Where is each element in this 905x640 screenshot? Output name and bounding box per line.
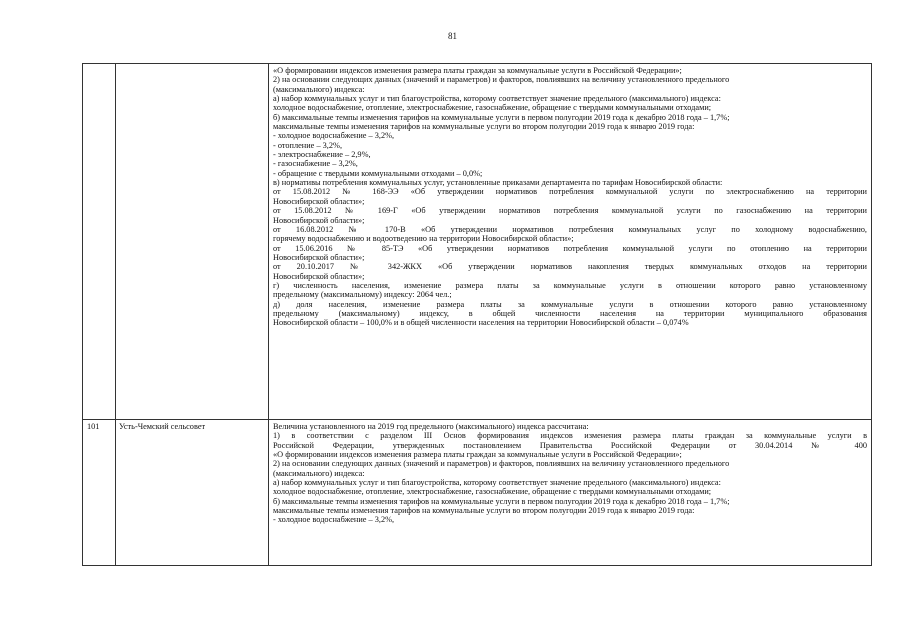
municipality-name-cell: Усть-Чемский сельсовет [116,420,269,566]
text-line: Новосибирской области»; [273,271,365,281]
text-line: предельному (максимальному) индексу, в общей численности населения на территории муниципального образования [273,308,867,318]
text-line: Новосибирской области – 100,0% и в общей численности населения на территории Новосибирской области – 0,074% [273,318,689,328]
text-line: холодное водоснабжение, отопление, электроснабжение, газоснабжение, обращение с твердыми коммунальными отходами; [273,487,712,497]
text-line: Российской Федерации, утвержденных постановлением Правительства Российской Федерации от 30.04.2014 № 400 [273,440,867,450]
text-line: б) максимальные темпы изменения тарифов на коммунальные услуги в первом полугодии 2019 года к декабрю 2018 года – 1,7%; [273,112,730,122]
text-line: холодное водоснабжение, отопление, электроснабжение, газоснабжение, обращение с твердыми коммунальными отходами; [273,103,712,113]
text-line: - отопление – 3,2%, [273,140,343,150]
text-line: - газоснабжение – 3,2%, [273,159,358,169]
text-line: предельному (максимальному) индексу: 2064 чел.; [273,290,452,300]
municipality-name-cell [116,64,269,420]
table-row [83,420,872,566]
text-line: горячему водоснабжению и водоотведению на территории Новосибирской области»; [273,234,574,244]
text-line: 2) на основании следующих данных (значений и параметров) и факторов, повлиявших на величину установленного предельного [273,75,730,85]
text-line: «О формировании индексов изменения размера платы граждан за коммунальные услуги в Российской Федерации»; [273,66,682,75]
description-cell [269,64,872,420]
text-line: а) набор коммунальных услуг и тип благоустройства, которому соответствует значение предельного (максимального) индекса: [273,94,721,104]
text-line: (максимального) индекса: [273,84,365,94]
text-line: от 15.08.2012 № 169-Г «Об утверждении нормативов потребления коммунальной услуги по газоснабжению на территории [273,206,867,216]
text-line: 1) в соответствии с разделом III Основ формирования индексов изменения размера платы граждан за коммунальные услуги в [273,431,867,441]
text-line: а) набор коммунальных услуг и тип благоустройства, которому соответствует значение предельного (максимального) индекса: [273,478,721,488]
text-line: Новосибирской области»; [273,215,365,225]
document-table [82,63,872,566]
table-row [83,64,872,420]
text-line: «О формировании индексов изменения размера платы граждан за коммунальные услуги в Российской Федерации»; [273,450,682,460]
text-line: от 16.08.2012 № 170-В «Об утверждении нормативов потребления коммунальных услуг по холодному водоснабжению, [273,224,867,234]
text-line: - холодное водоснабжение – 3,2%, [273,515,395,525]
row-number-cell: 101 [83,420,116,566]
text-line: - холодное водоснабжение – 3,2%, [273,131,395,141]
text-line: максимальные темпы изменения тарифов на коммунальные услуги во втором полугодии 2019 года к январю 2019 года: [273,122,695,132]
text-line: г) численность населения, изменение размера платы за коммунальные услуги в отношении которого равно установленному [273,280,867,290]
text-line: Новосибирской области»; [273,252,365,262]
text-line: - обращение с твердыми коммунальными отходами – 0,0%; [273,168,483,178]
text-line: б) максимальные темпы изменения тарифов на коммунальные услуги в первом полугодии 2019 года к декабрю 2018 года – 1,7%; [273,496,730,506]
text-line: (максимального) индекса: [273,468,365,478]
text-line: в) нормативы потребления коммунальных услуг, установленные приказами департамента по тарифам Новосибирской области: [273,178,723,188]
text-line: максимальные темпы изменения тарифов на коммунальные услуги во втором полугодии 2019 года к январю 2019 года: [273,506,695,516]
text-line: 2) на основании следующих данных (значений и параметров) и факторов, повлиявших на величину установленного предельного [273,459,730,469]
text-line: Новосибирской области»; [273,196,365,206]
text-line: - электроснабжение – 2,9%, [273,150,371,160]
text-line: д) доля населения, изменение размера платы за коммунальные услуги в отношении которого равно установленному [273,299,867,309]
row-number-cell [83,64,116,420]
text-line: Величина установленного на 2019 год предельного (максимального) индекса рассчитана: [273,422,589,431]
page-number: 81 [448,31,457,41]
text-line: от 20.10.2017 № 342-ЖКХ «Об утверждении нормативов накопления твердых коммунальных отходов на территории [273,262,867,272]
description-cell [269,420,872,566]
text-line: от 15.06.2016 № 85-ТЭ «Об утверждении нормативов потребления коммунальной услуги по отоплению на территории [273,243,867,253]
text-line: от 15.08.2012 № 168-ЭЭ «Об утверждении нормативов потребления коммунальной услуги по электроснабжению на территории [273,187,867,197]
